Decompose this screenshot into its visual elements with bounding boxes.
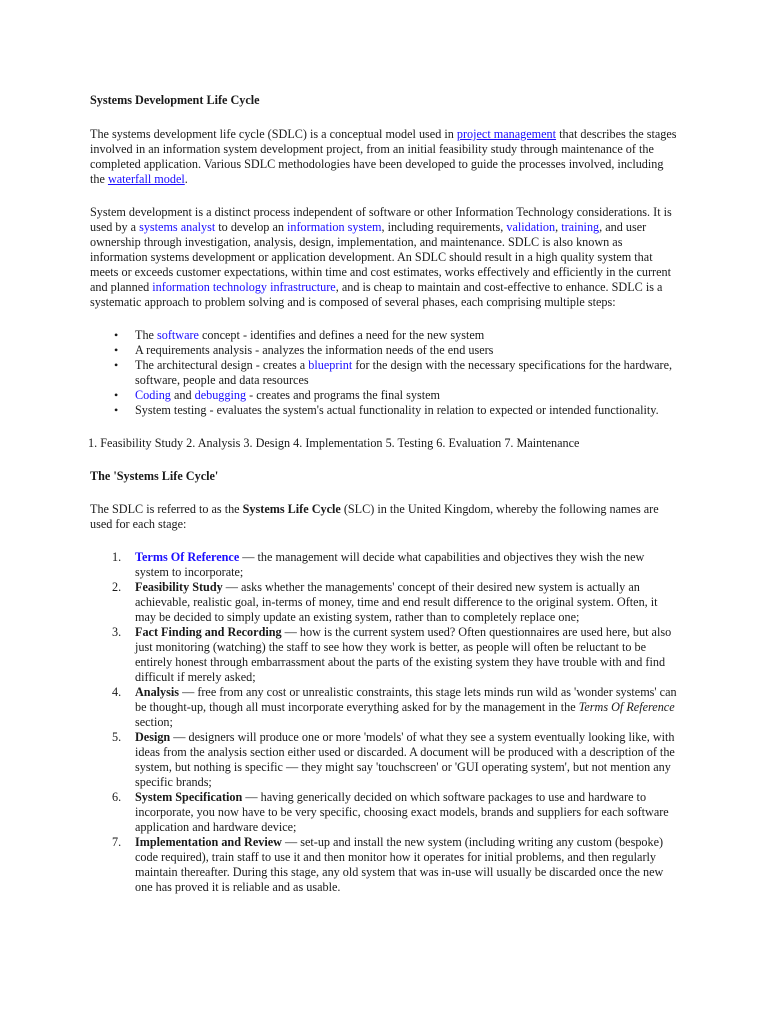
sdlc-description-paragraph xyxy=(90,205,678,310)
slc-stage-list xyxy=(90,550,678,895)
stage-number: 3. xyxy=(112,625,122,639)
slc-term: Systems Life Cycle xyxy=(242,502,341,516)
software-link[interactable]: software xyxy=(157,328,199,342)
intro-text-3: . xyxy=(184,172,188,186)
phase-bullet-list xyxy=(90,328,678,418)
terms-of-reference-link[interactable]: Terms Of Reference xyxy=(135,550,240,564)
para2-text-3: , including requirements, xyxy=(381,220,507,234)
slc-intro-text-1: The SDLC is referred to as the xyxy=(90,502,243,516)
para2-text-5: , and user ownership through investigation, analysis, design, implementation, and maintenance. SDLC is also known as information systems development or application development. An SDLC should result in a high quality system that meets or exceeds customer expectations, within time and cost estimates, works effectively and efficiently in the current and planned xyxy=(90,220,671,294)
waterfall-model-link[interactable]: waterfall model xyxy=(107,172,185,186)
stage-number: 4. xyxy=(112,685,122,699)
stage-description: section; xyxy=(135,715,173,729)
list-item xyxy=(112,835,678,895)
list-item xyxy=(135,343,678,358)
bullet-text: concept - identifies and defines a need for the new system xyxy=(198,328,485,342)
sdlc-steps-line: 1. Feasibility Study 2. Analysis 3. Design 4. Implementation 5. Testing 6. Evaluation 7. Maintenance xyxy=(88,436,580,450)
bullet-text: The architectural design - creates a xyxy=(135,358,309,372)
list-item xyxy=(112,580,678,625)
stage-description: — set-up and install the new system (including writing any custom (bespoke) code required), train staff to use it and then monitor how it operates for initial problems, and then regularly maintain thereafter. During this stage, any old system that was in-use will usually be discarded once the new one has proved it is reliable and as usable. xyxy=(135,835,664,894)
list-item xyxy=(112,685,678,730)
intro-paragraph xyxy=(90,127,678,187)
stage-name: Implementation and Review xyxy=(135,835,282,849)
bullet-text: for the design with the necessary specifications for the hardware, software, people and data resources xyxy=(135,358,673,387)
bullet-text: The xyxy=(135,328,157,342)
it-infrastructure-link[interactable]: information technology infrastructure xyxy=(152,280,336,294)
stage-description: — how is the current system used? Often questionnaires are used here, but also just monitoring (watching) the staff to see how they work is better, as people will often be reluctant to be entirely honest through embarrassment about the parts of the existing system they have trouble with and find difficult if merely asked; xyxy=(135,625,672,684)
slc-intro-text-2: (SLC) in the United Kingdom, whereby the following names are used for each stage: xyxy=(90,502,659,531)
stage-name: System Specification xyxy=(135,790,243,804)
stage-number: 6. xyxy=(112,790,122,804)
list-item xyxy=(112,730,678,790)
slc-heading: The 'Systems Life Cycle' xyxy=(90,469,219,483)
bullet-text: A requirements analysis - analyzes the information needs of the end users xyxy=(135,343,494,357)
stage-description: — having generically decided on which software packages to use and hardware to incorporate, you now have to be very specific, choosing exact models, brands and suppliers for each software application and hardware device; xyxy=(135,790,669,834)
list-item xyxy=(135,403,678,418)
stage-description: — free from any cost or unrealistic constraints, this stage lets minds run wild as 'wonder systems' can be thought-up, though all must incorporate everything asked for by the management in the xyxy=(135,685,677,714)
stage-description: — the management will decide what capabilities and objectives they wish the new system to incorporate; xyxy=(135,550,645,579)
project-management-link[interactable]: project management xyxy=(456,127,557,141)
information-system-link[interactable]: information system xyxy=(287,220,382,234)
bullet-text: and xyxy=(170,388,195,402)
stage-number: 1. xyxy=(112,550,122,564)
list-item xyxy=(135,388,678,403)
stage-name: Feasibility Study xyxy=(135,580,223,594)
systems-analyst-link[interactable]: systems analyst xyxy=(139,220,216,234)
stage-name: Analysis xyxy=(135,685,180,699)
stage-number: 5. xyxy=(112,730,122,744)
para2-text-6: , and is cheap to maintain and cost-effective to enhance. SDLC is a systematic approach to problem solving and is composed of several phases, each comprising multiple steps: xyxy=(90,280,663,309)
para2-text-2: to develop an xyxy=(215,220,288,234)
list-item xyxy=(112,790,678,835)
stage-reference: Terms Of Reference xyxy=(578,700,675,714)
list-item xyxy=(112,550,678,580)
stage-name: Design xyxy=(135,730,171,744)
intro-text-2: that describes the stages involved in an information system development project, from an initial feasibility study through maintenance of the completed application. Various SDLC methodologies have been developed to guide the processes involved, including the xyxy=(90,127,677,186)
bullet-text: - creates and programs the final system xyxy=(246,388,440,402)
coding-link[interactable]: Coding xyxy=(135,388,171,402)
page-title: Systems Development Life Cycle xyxy=(90,93,260,107)
validation-link[interactable]: validation xyxy=(506,220,556,234)
stage-description: — asks whether the managements' concept of their desired new system is actually an achievable, realistic goal, in-terms of money, time and end result difference to the original system. Often, it may be decided to simply update an existing system, rather than to completely replace one; xyxy=(135,580,658,624)
stage-name: Fact Finding and Recording xyxy=(135,625,282,639)
stage-number: 2. xyxy=(112,580,122,594)
intro-text-1: The systems development life cycle (SDLC) is a conceptual model used in xyxy=(90,127,457,141)
debugging-link[interactable]: debugging xyxy=(194,388,247,402)
para2-text-1: System development is a distinct process independent of software or other Information Technology considerations. It is used by a xyxy=(90,205,672,234)
training-link[interactable]: training xyxy=(561,220,600,234)
list-item xyxy=(112,625,678,685)
list-item xyxy=(135,358,678,388)
slc-intro-paragraph xyxy=(90,502,678,532)
list-item xyxy=(135,328,678,343)
stage-number: 7. xyxy=(112,835,122,849)
bullet-text: System testing - evaluates the system's actual functionality in relation to expected or intended functionality. xyxy=(135,403,659,417)
blueprint-link[interactable]: blueprint xyxy=(308,358,353,372)
stage-description: — designers will produce one or more 'models' of what they see a system eventually looking like, with ideas from the analysis section either used or discarded. A document will be produced with a description of the system, but nothing is specific — they might say 'touchscreen' or 'GUI operating system', but not mention any specific brands; xyxy=(135,730,675,789)
para2-text-4: , xyxy=(555,220,562,234)
